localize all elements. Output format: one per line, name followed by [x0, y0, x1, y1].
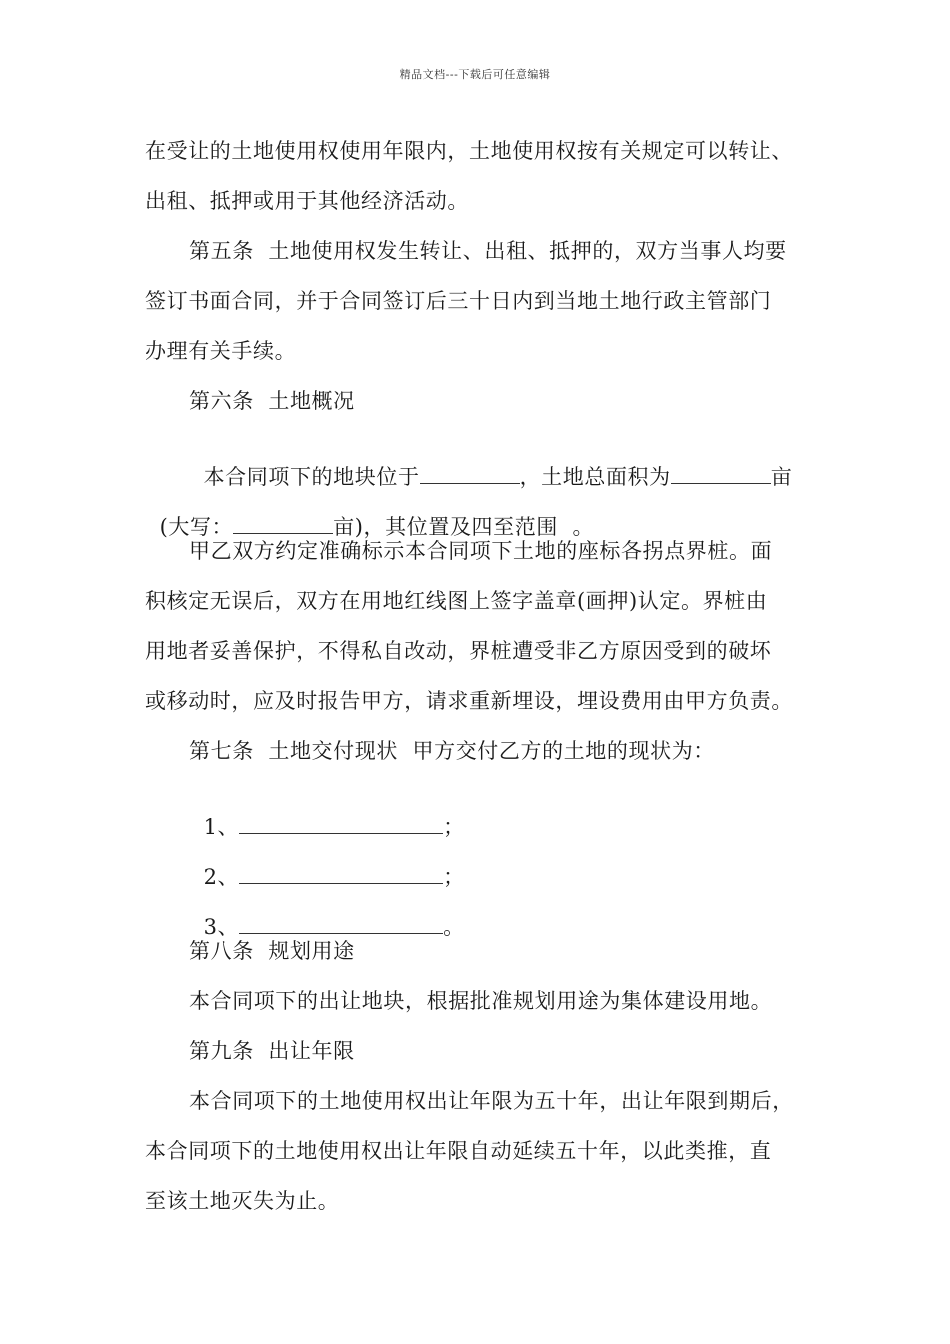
article-7-heading: 第七条 土地交付现状 甲方交付乙方的土地的现状为：	[189, 739, 715, 763]
land-location-line	[189, 438, 792, 490]
text-fragment: (大写：	[159, 515, 234, 539]
article-9-heading: 第九条 出让年限	[189, 1039, 355, 1063]
area-blank[interactable]	[671, 465, 771, 484]
text-line: 甲乙双方约定准确标示本合同项下土地的座标各拐点界桩。面	[189, 539, 773, 563]
area-capital-blank[interactable]	[233, 515, 333, 534]
text-fragment: ，土地总面积为	[519, 465, 671, 489]
location-blank[interactable]	[420, 465, 520, 484]
status-blank-2[interactable]	[239, 865, 443, 884]
text-fragment: 亩)，其位置及四至范围 。	[333, 515, 595, 539]
item-number: 3、	[203, 915, 240, 939]
item-punct: 。	[443, 915, 465, 939]
page-header: 精品文档---下载后可任意编辑	[399, 68, 551, 81]
status-blank-3[interactable]	[239, 915, 443, 934]
item-punct: ；	[443, 865, 465, 889]
area-capital-line	[145, 488, 594, 540]
status-item-1	[189, 788, 465, 840]
article-5-heading: 第五条 土地使用权发生转让、出租、抵押的，双方当事人均要	[189, 239, 787, 263]
unit-label: 亩	[770, 465, 793, 489]
text-line: 出租、抵押或用于其他经济活动。	[145, 189, 469, 213]
item-punct: ；	[443, 815, 465, 839]
text-line: 办理有关手续。	[145, 339, 297, 363]
article-6-heading: 第六条 土地概况	[189, 389, 355, 413]
text-fragment: 本合同项下的地块位于	[203, 465, 420, 489]
text-line: 或移动时，应及时报告甲方，请求重新埋设，埋设费用由甲方负责。	[145, 689, 793, 713]
text-line: 本合同项下的土地使用权出让年限自动延续五十年，以此类推，直	[145, 1139, 772, 1163]
text-line: 本合同项下的土地使用权出让年限为五十年，出让年限到期后，	[189, 1089, 794, 1113]
status-blank-1[interactable]	[239, 815, 443, 834]
status-item-2	[189, 838, 465, 890]
text-line: 本合同项下的出让地块，根据批准规划用途为集体建设用地。	[189, 989, 773, 1013]
text-line: 在受让的土地使用权使用年限内，土地使用权按有关规定可以转让、	[145, 139, 793, 163]
text-line: 积核定无误后，双方在用地红线图上签字盖章(画押)认定。界桩由	[145, 589, 768, 613]
item-number: 2、	[203, 865, 240, 889]
status-item-3	[189, 888, 465, 940]
item-number: 1、	[203, 815, 240, 839]
text-line: 用地者妥善保护，不得私自改动，界桩遭受非乙方原因受到的破坏	[145, 639, 772, 663]
text-line: 签订书面合同，并于合同签订后三十日内到当地土地行政主管部门	[145, 289, 772, 313]
text-line: 至该土地灭失为止。	[145, 1189, 340, 1213]
article-8-heading: 第八条 规划用途	[189, 939, 355, 963]
